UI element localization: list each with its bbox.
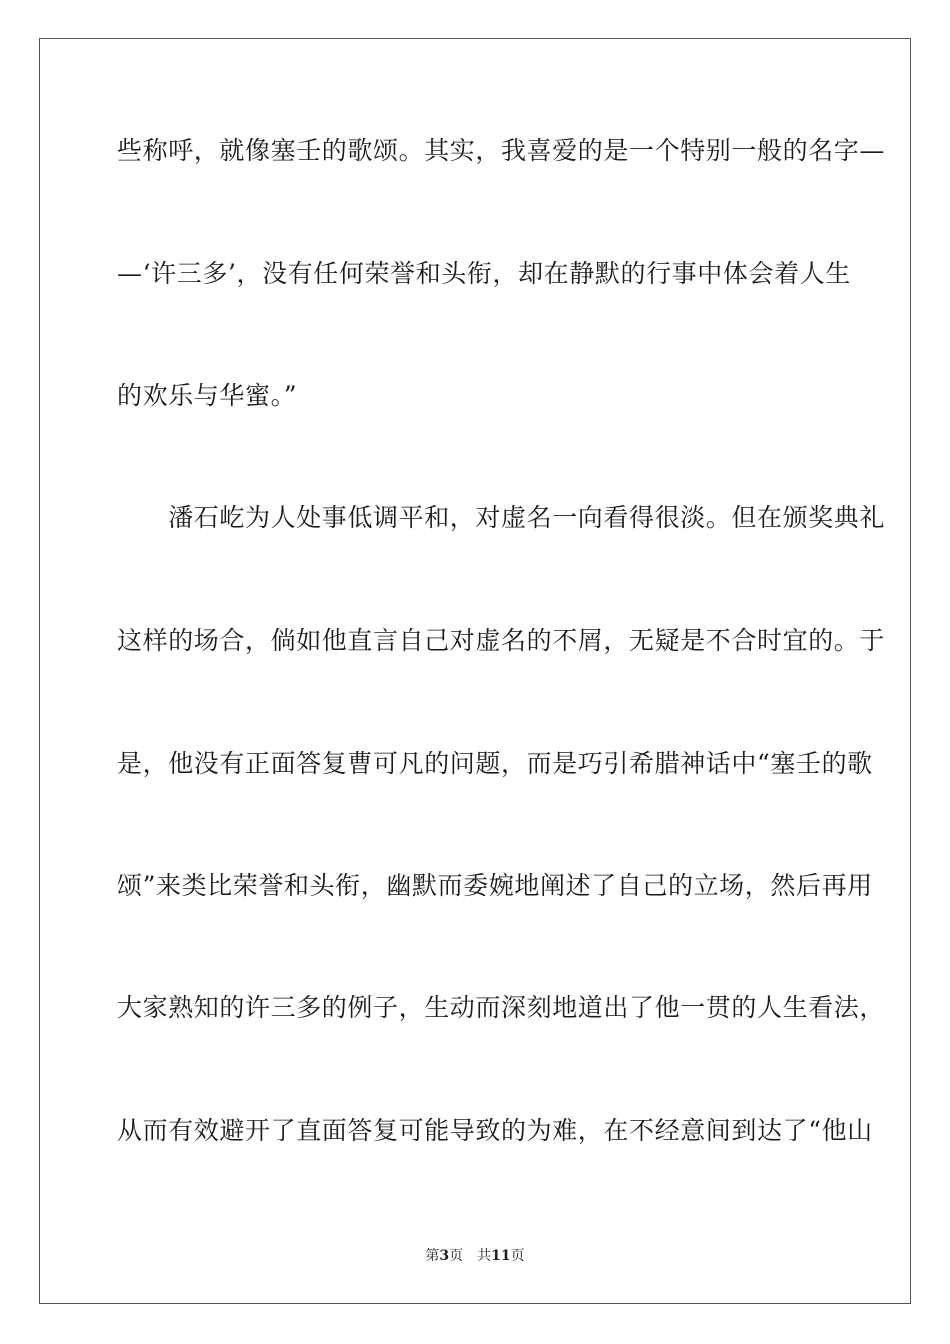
body-line-2: —‘许三多’，没有任何荣誉和头衔，却在静默的行事中体会着人生 <box>117 259 851 288</box>
total-pages: 11 <box>491 1248 511 1264</box>
page-footer <box>0 1247 950 1265</box>
body-line-7: 颂”来类比荣誉和头衔，幽默而委婉地阐述了自己的立场，然后再用 <box>117 871 873 900</box>
total-prefix: 共 <box>477 1248 492 1264</box>
body-line-8: 大家熟知的许三多的例子，生动而深刻地道出了他一贯的人生看法， <box>117 993 886 1022</box>
page-border <box>39 38 911 1304</box>
body-line-6: 是，他没有正面答复曹可凡的问题，而是巧引希腊神话中“塞壬的歌 <box>117 749 873 778</box>
page-prefix: 第 <box>425 1248 440 1264</box>
total-suffix: 页 <box>510 1248 525 1264</box>
body-line-3: 的欢乐与华蜜。” <box>117 381 298 410</box>
page-suffix: 页 <box>449 1248 464 1264</box>
page-number: 3 <box>439 1248 450 1264</box>
body-line-5: 这样的场合，倘如他直言自己对虚名的不屑，无疑是不合时宜的。于 <box>117 626 886 655</box>
body-line-1: 些称呼，就像塞壬的歌颂。其实，我喜爱的是一个特别一般的名字— <box>117 136 886 165</box>
body-line-4: 潘石屹为人处事低调平和，对虚名一向看得很淡。但在颁奖典礼 <box>117 503 886 532</box>
body-line-9: 从而有效避开了直面答复可能导致的为难，在不经意间到达了“他山 <box>117 1116 873 1145</box>
